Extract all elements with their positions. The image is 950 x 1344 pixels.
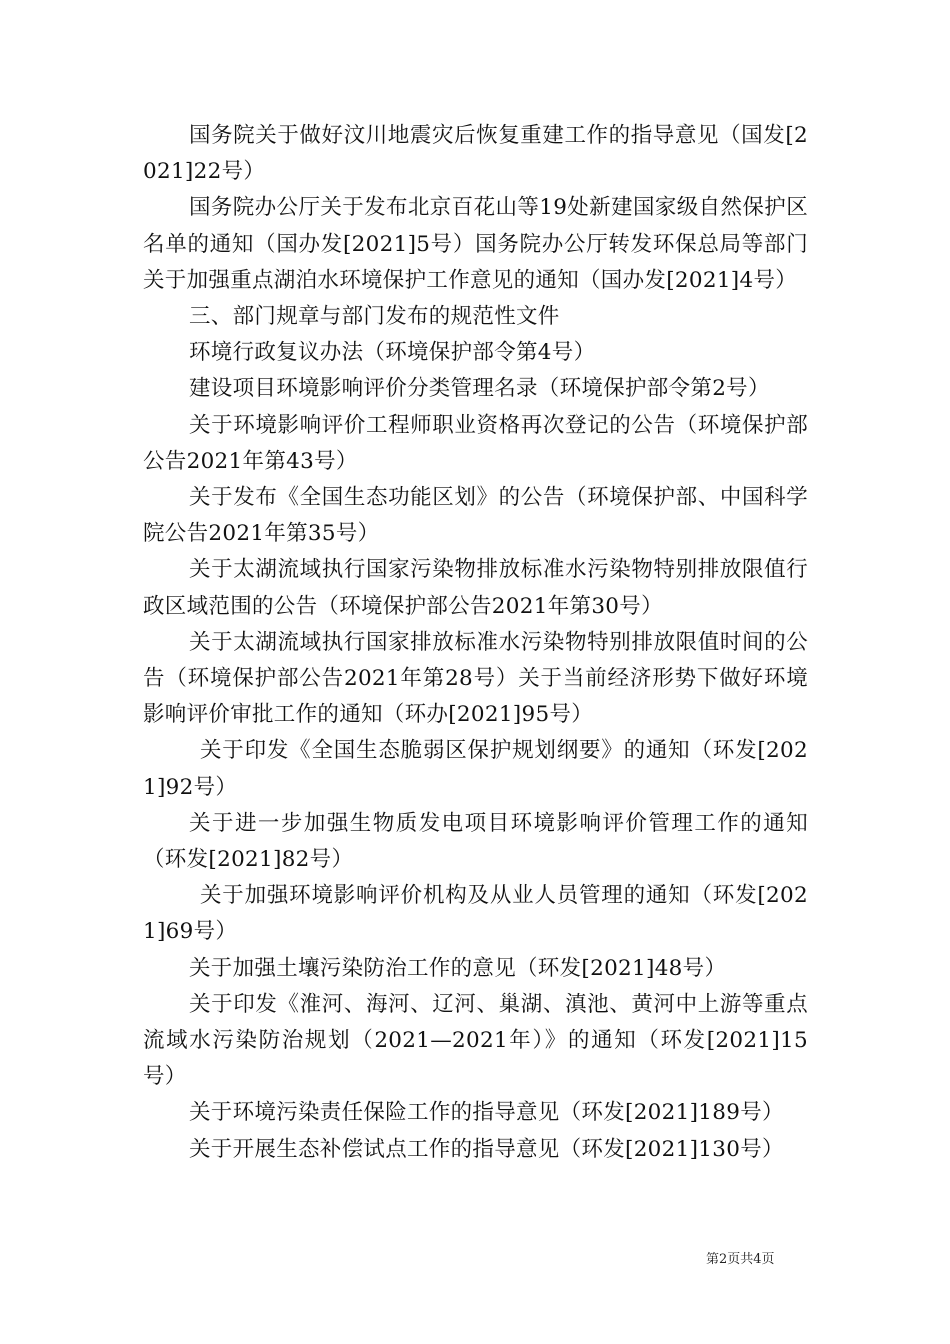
paragraph-15: 关于环境污染责任保险工作的指导意见（环发[2021]189号） bbox=[189, 1100, 784, 1126]
page-number: 第2页共4页 bbox=[706, 1252, 775, 1267]
paragraph-11: 关于进一步加强生物质发电项目环境影响评价管理工作的通知（环发[2021]82号） bbox=[143, 810, 808, 873]
paragraph-10: 关于印发《全国生态脆弱区保护规划纲要》的通知（环发[2021]92号） bbox=[143, 738, 808, 800]
paragraph-7: 关于发布《全国生态功能区划》的公告（环境保护部、中国科学院公告2021年第35号） bbox=[143, 485, 808, 547]
paragraph-13: 关于加强土壤污染防治工作的意见（环发[2021]48号） bbox=[189, 955, 727, 981]
paragraph-14: 关于印发《淮河、海河、辽河、巢湖、滇池、黄河中上游等重点流域水污染防治规划（2021—2021年）》的通知（环发[2021]15号） bbox=[143, 991, 808, 1090]
paragraph-12: 关于加强环境影响评价机构及从业人员管理的通知（环发[2021]69号） bbox=[143, 883, 808, 945]
document-body bbox=[143, 118, 808, 1168]
paragraph-6: 关于环境影响评价工程师职业资格再次登记的公告（环境保护部公告2021年第43号） bbox=[143, 412, 808, 474]
section-heading: 三、部门规章与部门发布的规范性文件 bbox=[189, 304, 560, 330]
paragraph-1: 国务院关于做好汶川地震灾后恢复重建工作的指导意见（国发[2021]22号） bbox=[143, 123, 808, 185]
paragraph-16: 关于开展生态补偿试点工作的指导意见（环发[2021]130号） bbox=[189, 1136, 784, 1162]
paragraph-2: 国务院办公厅关于发布北京百花山等19处新建国家级自然保护区名单的通知（国办发[2021]5号）国务院办公厅转发环保总局等部门关于加强重点湖泊水环境保护工作意见的通知（国办发[2021]4号） bbox=[143, 195, 808, 293]
paragraph-8: 关于太湖流域执行国家污染物排放标准水污染物特别排放限值行政区域范围的公告（环境保护部公告2021年第30号） bbox=[143, 557, 808, 619]
paragraph-5: 建设项目环境影响评价分类管理名录（环境保护部令第2号） bbox=[189, 376, 770, 402]
paragraph-4: 环境行政复议办法（环境保护部令第4号） bbox=[189, 340, 596, 366]
paragraph-9: 关于太湖流域执行国家排放标准水污染物特别排放限值时间的公告（环境保护部公告2021年第28号）关于当前经济形势下做好环境影响评价审批工作的通知（环办[2021]95号） bbox=[143, 629, 808, 728]
